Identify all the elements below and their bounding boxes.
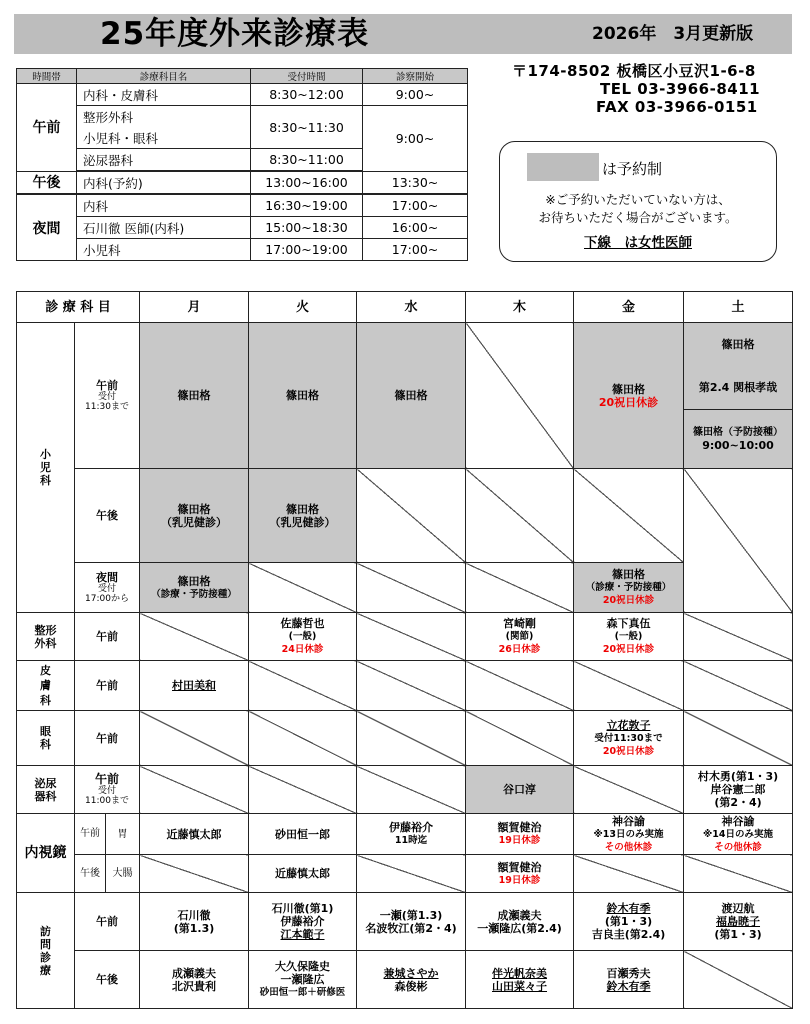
dept-urology: 泌尿 器科	[17, 766, 75, 814]
oph-sat-empty	[684, 711, 793, 766]
endo-pm-kind: 大腸	[112, 868, 133, 879]
uro-am-label	[75, 766, 140, 814]
hv-pm-tue	[249, 951, 357, 1009]
ped-pm-thu-empty	[466, 469, 574, 563]
oph-thu-empty	[466, 711, 574, 766]
update-label: 2026年 3月更新版	[592, 24, 754, 44]
uro-sat-2: 岸谷憲二郎	[710, 783, 766, 796]
hv-am-fri	[574, 893, 684, 951]
hv-am-sat-3: (第1・3)	[714, 928, 762, 941]
dept-ophthalmology: 眼 科	[17, 711, 75, 766]
ped-night-fri-note: 20祝日休診	[602, 595, 655, 606]
page-title: 25年度外来診療表	[100, 16, 370, 52]
hv-pm-fri-1: 百瀬秀夫	[606, 966, 651, 980]
hours-header-row	[17, 69, 468, 84]
endo-pm-split	[75, 855, 139, 892]
endo-am-fri-note: その他休診	[604, 841, 653, 853]
endo-pm-text: 午後	[75, 855, 106, 892]
ortho-thu-sub: (関節)	[505, 631, 534, 642]
hours-reception: 8:30~11:00	[251, 149, 363, 172]
hv-pm-tue-1: 大久保隆史	[275, 960, 331, 973]
ped-pm-sat-empty	[684, 469, 793, 613]
hours-start: 17:00~	[363, 194, 468, 217]
hv-pm-wed-2: 森俊彬	[394, 979, 428, 993]
ped-am-tue: 篠田格	[249, 323, 357, 469]
derm-wed-empty	[357, 661, 466, 711]
endo-am-sat-sub: ※14日のみ実施	[703, 828, 773, 840]
endo-am-tue: 砂田恒一郎	[249, 814, 357, 855]
ped-night-mon-sub: （診療・予防接種）	[151, 588, 237, 600]
hours-dept: 内科	[77, 194, 251, 217]
endo-pm-fri-empty	[574, 855, 684, 893]
ped-pm-fri-empty	[574, 469, 684, 563]
ped-am-sat-1: 篠田格	[721, 338, 755, 351]
endo-am-fri	[574, 814, 684, 855]
hours-start: 9:00~	[363, 106, 468, 172]
postal-address: 〒174-8502 板橋区小豆沢1-6-8	[512, 62, 756, 80]
hv-pm-wed-1: 兼城さやか	[383, 966, 439, 980]
endo-am-thu-doctor: 額賀健治	[497, 821, 542, 834]
uro-fri-empty	[574, 766, 684, 814]
endo-am-sat	[684, 814, 793, 855]
ped-night-label	[75, 563, 140, 613]
uro-tue-empty	[249, 766, 357, 814]
hours-dept: 石川徹 医師(内科)	[77, 217, 251, 239]
ortho-fri-sub: (一般)	[614, 631, 643, 642]
hv-am-wed-1: 一瀬(第1.3)	[379, 908, 443, 922]
ped-am-text: 午前	[96, 379, 118, 392]
endo-am-fri-sub: ※13日のみ実施	[593, 828, 664, 840]
derm-fri-empty	[574, 661, 684, 711]
ortho-wed-empty	[357, 613, 466, 661]
ortho-fri-note: 20祝日休診	[602, 644, 655, 655]
hours-reception: 8:30~12:00	[251, 84, 363, 106]
ped-pm-label: 午後	[75, 469, 140, 563]
ped-night-text: 夜間	[96, 571, 118, 584]
endo-am-text: 午前	[75, 814, 106, 854]
hv-am-thu-2: 一瀬隆広(第2.4)	[477, 921, 562, 935]
dept-pediatrics: 小 児 科	[17, 323, 75, 613]
dept-header: 診 療 科 目	[17, 292, 140, 323]
derm-am-label: 午前	[75, 661, 140, 711]
ped-night-fri	[574, 563, 684, 613]
hours-start: 9:00~	[363, 84, 468, 106]
uro-sat-1: 村木勇(第1・3)	[697, 770, 779, 783]
hv-am-label: 午前	[75, 893, 140, 951]
ped-night-sub: 受付 17:00から	[85, 584, 129, 604]
ped-am-label	[75, 323, 140, 469]
ped-am-fri-doctor: 篠田格	[612, 382, 646, 396]
uro-am-sub: 受付 11:00まで	[85, 786, 129, 806]
hv-am-mon-1: 石川徹	[177, 908, 211, 922]
endo-am-fri-doctor: 神谷諭	[612, 814, 646, 828]
oph-fri-sub: 受付11:30まで	[594, 732, 663, 744]
note-line: ※ご予約いただいていない方は、	[545, 192, 731, 207]
dept-dermatology: 皮 膚 科	[17, 661, 75, 711]
ortho-fri-doctor: 森下真伍	[606, 617, 651, 630]
ped-am-fri-note: 20祝日休診	[598, 395, 659, 409]
hv-pm-thu-1: 伴光帆奈美	[492, 966, 548, 980]
hv-am-sat-1: 渡辺航	[721, 902, 755, 915]
ped-pm-tue-doctor: 篠田格	[286, 502, 320, 516]
hours-table	[16, 68, 468, 261]
hv-pm-mon	[140, 951, 249, 1009]
ortho-thu	[466, 613, 574, 661]
ped-night-fri-sub: （診療・予防接種）	[585, 582, 672, 593]
endo-am-label	[75, 814, 140, 855]
hv-am-wed	[357, 893, 466, 951]
hv-am-mon	[140, 893, 249, 951]
derm-tue-empty	[249, 661, 357, 711]
dept-orthopedics: 整形 外科	[17, 613, 75, 661]
day-mon: 月	[140, 292, 249, 323]
endo-am-thu-note: 19日休診	[498, 835, 541, 846]
endo-pm-thu-note: 19日休診	[498, 874, 541, 886]
hours-start: 16:00~	[363, 217, 468, 239]
hv-am-wed-2: 名波牧江(第2・4)	[365, 921, 457, 935]
schedule-table	[16, 291, 793, 1009]
endo-pm-sat-empty	[684, 855, 793, 893]
uro-sat	[684, 766, 793, 814]
oph-wed-empty	[357, 711, 466, 766]
hv-am-thu-1: 成瀬義夫	[497, 908, 542, 922]
ped-night-mon-doctor: 篠田格	[177, 574, 211, 588]
hours-start: 13:30~	[363, 171, 468, 194]
hours-reception: 17:00~19:00	[251, 239, 363, 261]
hv-pm-mon-1: 成瀬義夫	[172, 966, 217, 980]
endo-pm-thu	[466, 855, 574, 893]
hv-am-tue-2: 伊藤裕介	[280, 915, 325, 928]
ped-am-fri	[574, 323, 684, 469]
ped-am-sat-2: 第2.4 関根孝哉	[698, 381, 778, 394]
ortho-am-label: 午前	[75, 613, 140, 661]
hv-am-fri-1: 鈴木有季	[606, 902, 651, 915]
endo-am-wed-doctor: 伊藤裕介	[389, 821, 434, 834]
ped-am-wed: 篠田格	[357, 323, 466, 469]
hours-col-reception: 受付時間	[251, 69, 363, 84]
endo-pm-mon-empty	[140, 855, 249, 893]
ped-am-sat-bottom	[684, 410, 792, 468]
ped-pm-mon	[140, 469, 249, 563]
hv-am-sat-2: 福島暁子	[716, 915, 761, 928]
hours-dept: 小児科	[77, 239, 251, 261]
hours-reception: 13:00~16:00	[251, 171, 363, 194]
endo-am-kind: 胃	[117, 828, 128, 840]
hv-pm-thu	[466, 951, 574, 1009]
hours-col-dept: 診療科目名	[77, 69, 251, 84]
endo-am-wed	[357, 814, 466, 855]
hours-dept: 泌尿器科	[77, 149, 251, 172]
endo-am-sat-doctor: 神谷諭	[721, 814, 755, 828]
hours-col-time: 時間帯	[17, 69, 77, 84]
ped-am-sat-top	[684, 323, 792, 410]
hours-morning-label: 午前	[17, 84, 77, 172]
female-doctor-note: 下線 は女性医師	[584, 235, 692, 251]
day-sat: 土	[684, 292, 793, 323]
note-line: お待ちいただく場合がございます。	[538, 210, 738, 225]
ortho-tue	[249, 613, 357, 661]
oph-mon-empty	[140, 711, 249, 766]
hours-start: 17:00~	[363, 239, 468, 261]
uro-am-text: 午前	[95, 772, 120, 786]
hours-dept: 内科(予約)	[77, 171, 251, 194]
ped-pm-wed-empty	[357, 469, 466, 563]
endo-am-split	[75, 814, 139, 854]
fax-number: FAX 03-3966-0151	[596, 98, 758, 116]
endo-pm-thu-doctor: 額賀健治	[497, 860, 542, 874]
ortho-tue-doctor: 佐藤哲也	[280, 617, 325, 630]
day-fri: 金	[574, 292, 684, 323]
ped-night-mon	[140, 563, 249, 613]
hv-pm-tue-2: 一瀬隆広	[280, 973, 325, 986]
uro-thu: 谷口淳	[466, 766, 574, 814]
endo-pm-wed-empty	[357, 855, 466, 893]
ped-night-tue-empty	[249, 563, 357, 613]
hours-dept: 内科・皮膚科	[77, 84, 251, 106]
ortho-fri	[574, 613, 684, 661]
oph-am-label: 午前	[75, 711, 140, 766]
ped-pm-mon-sub: （乳児健診）	[161, 515, 228, 529]
hv-am-fri-3: 吉良圭(第2.4)	[591, 928, 666, 941]
hours-reception: 8:30~11:30	[251, 106, 363, 149]
ped-pm-mon-doctor: 篠田格	[177, 502, 211, 516]
day-wed: 水	[357, 292, 466, 323]
ortho-tue-note: 24日休診	[281, 644, 324, 655]
hv-am-mon-2: (第1.3)	[173, 921, 215, 935]
hours-afternoon-label: 午後	[17, 171, 77, 194]
hours-reception: 15:00~18:30	[251, 217, 363, 239]
hv-am-tue	[249, 893, 357, 951]
hv-am-tue-3: 江本範子	[280, 928, 325, 941]
hv-pm-label: 午後	[75, 951, 140, 1009]
hv-pm-fri	[574, 951, 684, 1009]
ped-am-sat	[684, 323, 793, 469]
ortho-tue-sub: (一般)	[288, 631, 317, 642]
uro-sat-3: (第2・4)	[714, 796, 762, 809]
hours-col-start: 診察開始	[363, 69, 468, 84]
oph-tue-empty	[249, 711, 357, 766]
dept-home-visit: 訪 問 診 療	[17, 893, 75, 1009]
address-block	[512, 62, 777, 116]
derm-mon: 村田美和	[140, 661, 249, 711]
endo-am-wed-sub: 11時迄	[394, 835, 428, 846]
oph-fri-note: 20祝日休診	[602, 745, 655, 757]
hours-night-label: 夜間	[17, 194, 77, 261]
hours-reception: 16:30~19:00	[251, 194, 363, 217]
dept-endoscopy: 内視鏡	[17, 814, 75, 893]
hv-am-sat	[684, 893, 793, 951]
hv-am-tue-1: 石川徹(第1)	[271, 902, 334, 915]
ortho-mon-empty	[140, 613, 249, 661]
ped-night-thu-empty	[466, 563, 574, 613]
reservation-swatch	[527, 153, 599, 181]
reservation-label: は予約制	[602, 160, 663, 178]
endo-am-thu	[466, 814, 574, 855]
hours-dept: 整形外科	[77, 106, 251, 128]
hv-pm-tue-3: 砂田恒一郎＋研修医	[259, 987, 346, 998]
ped-night-fri-doctor: 篠田格	[612, 568, 646, 581]
uro-mon-empty	[140, 766, 249, 814]
endo-am-sat-note: その他休診	[714, 841, 762, 853]
hv-pm-thu-2: 山田菜々子	[492, 979, 548, 993]
endo-am-mon: 近藤慎太郎	[140, 814, 249, 855]
ped-am-mon: 篠田格	[140, 323, 249, 469]
ped-am-sat-3: 篠田格（予防接種）	[693, 427, 784, 438]
day-thu: 木	[466, 292, 574, 323]
hv-pm-fri-2: 鈴木有季	[606, 979, 651, 993]
hv-pm-wed	[357, 951, 466, 1009]
derm-sat-empty	[684, 661, 793, 711]
ped-am-thu-empty	[466, 323, 574, 469]
endo-pm-tue: 近藤慎太郎	[249, 855, 357, 893]
uro-wed-empty	[357, 766, 466, 814]
oph-fri-doctor: 立花敦子	[606, 718, 651, 732]
ped-am-sat-3b: 9:00~10:00	[702, 439, 774, 452]
hv-pm-sat-empty	[684, 951, 793, 1009]
tel-number: TEL 03-3966-8411	[600, 80, 761, 98]
ortho-thu-doctor: 宮崎剛	[503, 617, 537, 630]
hv-pm-mon-2: 北沢貴利	[172, 979, 217, 993]
derm-thu-empty	[466, 661, 574, 711]
ortho-thu-note: 26日休診	[498, 644, 541, 655]
oph-fri	[574, 711, 684, 766]
ped-am-sub: 受付 11:30まで	[85, 392, 129, 412]
hours-dept: 小児科・眼科	[77, 127, 251, 149]
endo-pm-label	[75, 855, 140, 893]
hv-am-thu	[466, 893, 574, 951]
ped-pm-tue	[249, 469, 357, 563]
ped-night-wed-empty	[357, 563, 466, 613]
ortho-sat-empty	[684, 613, 793, 661]
day-tue: 火	[249, 292, 357, 323]
ped-pm-tue-sub: （乳児健診）	[269, 515, 336, 529]
hv-am-fri-2: (第1・3)	[604, 915, 653, 928]
